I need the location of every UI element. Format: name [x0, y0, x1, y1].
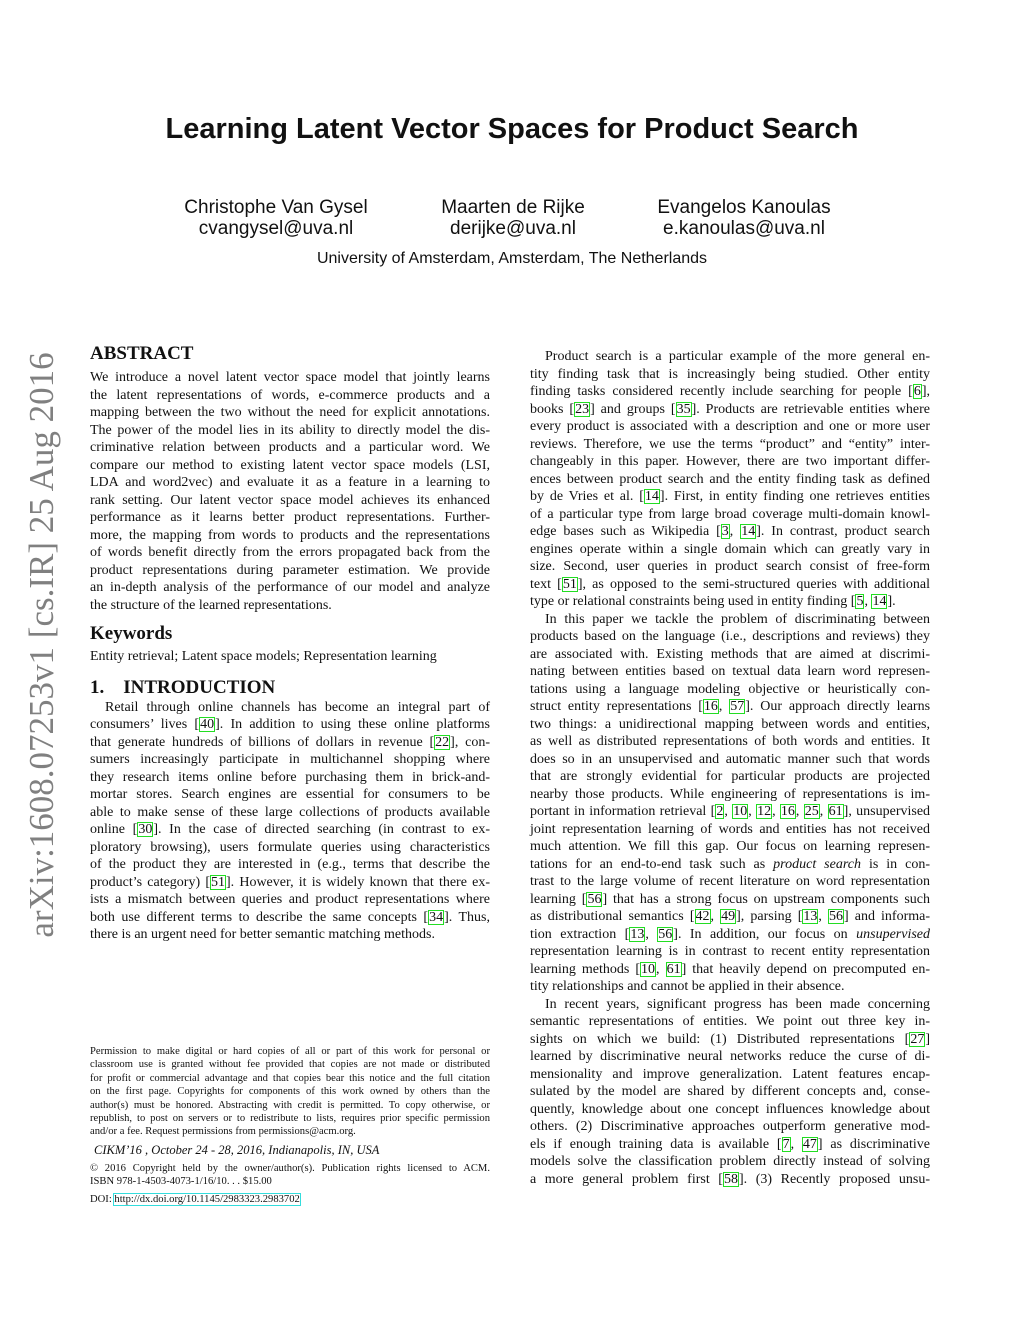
text-line: that generate hundreds of billions of dollars in revenue [22], con-	[90, 734, 490, 750]
citation-link[interactable]: 35	[676, 401, 691, 417]
citation-link[interactable]: 57	[730, 699, 745, 714]
text-line: In recent years, significant progress has been made concerning	[545, 996, 930, 1012]
citation-link[interactable]: 51	[562, 576, 577, 592]
text-line: changeably in this paper. However, there are two important differ-	[530, 454, 930, 469]
permission-notice	[90, 1045, 490, 1139]
citation-link[interactable]: 25	[804, 804, 819, 819]
abstract-body	[90, 369, 490, 614]
author-email: e.kanoulas@uva.nl	[663, 218, 825, 239]
text-line: finding tasks considered recently include searching for people [6],	[530, 384, 930, 399]
text-line: online [30]. In the case of directed searching (in contrast to ex-	[90, 822, 490, 837]
text-line: We introduce a novel latent vector space model that jointly learns	[90, 370, 490, 385]
text-line: product’s category) [51]. However, it is widely known that there ex-	[90, 874, 490, 890]
text-line: tion extraction [13, 56]. In addition, our focus on unsupervised	[530, 926, 931, 942]
text-line: size. Second, user queries in product search consist of free-form	[530, 559, 930, 574]
citation-link[interactable]: 61	[828, 804, 843, 819]
text-line: both use different terms to describe the same concepts [34]. Thus,	[90, 909, 490, 925]
citation-link[interactable]: 30	[138, 822, 153, 837]
text-line: learning [56] that has a strong focus on upstream components such	[530, 891, 930, 907]
emphasis: product search	[773, 856, 861, 872]
citation-link[interactable]: 6	[913, 384, 921, 399]
author-name: Maarten de Rijke	[441, 197, 585, 218]
text-line: by de Vries et al. [14]. First, in entity finding one retrieves entities	[530, 489, 931, 504]
text-line: every product is associated with a description and one or more user	[530, 419, 930, 434]
text-line: mapping between the two without the need for explicit annotations.	[90, 405, 490, 420]
text-line: joint representation learning of words and entities has not received	[530, 821, 930, 837]
citation-link[interactable]: 22	[435, 734, 450, 750]
text-line: products based on the language (i.e., descriptions and reviews) they	[530, 629, 930, 644]
affiliation: University of Amsterdam, Amsterdam, The Netherlands	[316, 250, 708, 267]
footnote	[90, 1045, 490, 1206]
text-line: able to make sense of these large collections of products available	[90, 804, 490, 820]
text-line: sumers increasingly participate in multichannel shopping where	[90, 752, 490, 767]
text-line: consumers’ lives [40]. In addition to using these online platforms	[90, 717, 490, 732]
introduction-heading: 1. INTRODUCTION	[90, 676, 276, 698]
citation-link[interactable]: 10	[733, 804, 748, 819]
citation-link[interactable]: 58	[723, 1171, 738, 1187]
text-line: ISBN 978-1-4503-4073-1/16/10. . . $15.00	[90, 1176, 272, 1188]
text-line: they research items online before purchasing them in brick-and-	[90, 769, 490, 785]
right-column	[530, 348, 930, 1188]
text-line: criminative relation between products and a particular word. We	[90, 440, 490, 455]
text-line: ploratory browsing), users formulate queries using characteristics	[90, 839, 490, 855]
citation-link[interactable]: 2	[716, 804, 724, 819]
text-line: mortar stores. Search engines are essential for consumers to be	[90, 787, 490, 802]
citation-link[interactable]: 42	[695, 909, 710, 924]
text-line: Permission to make digital or hard copies of all or part of this work for personal or	[90, 1046, 490, 1057]
text-line: does so in an unsupervised and automatic manner such that words	[530, 751, 930, 767]
text-line: a more general problem first [58]. (3) Recently proposed unsu-	[530, 1171, 930, 1187]
text-line: nating between entities based on textual data learn word represen-	[530, 664, 930, 679]
author-1	[176, 197, 376, 239]
citation-link[interactable]: 47	[802, 1136, 817, 1152]
citation-link[interactable]: 51	[210, 874, 225, 890]
text-line: others. (2) Discriminative approaches outperform generative mod-	[530, 1119, 930, 1134]
citation-link[interactable]: 7	[782, 1136, 790, 1152]
text-line: are associated with. Existing methods that are aimed at discrimi-	[530, 646, 930, 662]
text-line: there is an urgent need for better semantic matching methods.	[90, 927, 435, 942]
citation-link[interactable]: 14	[644, 489, 659, 504]
text-line: classroom use is granted without fee provided that copies are not made or distributed	[90, 1059, 490, 1071]
text-line: learning methods [10, 61] that heavily depend on precomputed en-	[530, 961, 931, 977]
abstract-heading: ABSTRACT	[90, 343, 194, 364]
text-line: ists a mismatch between queries and product representations where	[90, 892, 490, 907]
text-line: rank setting. Our latent vector space model achieves its enhanced	[90, 492, 490, 508]
citation-link[interactable]: 14	[741, 524, 756, 539]
text-line: republish, to post on servers or to redistribute to lists, requires prior specific permission	[90, 1112, 490, 1124]
citation-link[interactable]: 3	[721, 524, 729, 539]
text-line: of a particular type from large broad coverage multi-domain knowl-	[530, 506, 930, 522]
text-line: author(s) must be honored. Abstracting with credit is permitted. To copy otherwise, or	[90, 1099, 490, 1111]
text-line: edge bases such as Wikipedia [3, 14]. In contrast, product search	[530, 524, 931, 539]
citation-link[interactable]: 16	[780, 804, 795, 819]
text-line: LDA and word2vec) and evaluate it as a feature in a learning to	[90, 475, 490, 490]
citation-link[interactable]: 56	[658, 926, 673, 942]
keywords-text: Entity retrieval; Latent space models; Representation learning	[90, 649, 437, 664]
author-2	[413, 197, 613, 239]
text-line: mensionality and improve generalization. Latent features encap-	[530, 1066, 930, 1082]
citation-link[interactable]: 40	[200, 717, 215, 732]
doi-label: DOI:	[90, 1193, 115, 1205]
text-line: nearby those products. While engineering of representations is im-	[530, 786, 930, 802]
citation-link[interactable]: 14	[872, 594, 887, 609]
text-line: tations for an end-to-end task such as product search is in con-	[530, 856, 930, 872]
text-line: reviews. Therefore, we use the terms “product” and “entity” inter-	[530, 436, 930, 452]
text-line: trast to the large volume of recent literature on word representation	[530, 874, 930, 889]
arxiv-stamp: arXiv:1608.07253v1 [cs.IR] 25 Aug 2016	[22, 352, 61, 938]
text-line: an in-depth analysis of the performance of our model and analyze	[90, 580, 490, 595]
text-line: performance as it learns better product representations. Further-	[90, 510, 490, 525]
citation-link[interactable]: 23	[575, 401, 590, 417]
text-line: Retail through online channels has become an integral part of	[105, 699, 490, 715]
text-line: text [51], as opposed to the semi-structured queries with additional	[530, 576, 930, 592]
text-line: type or relational constraints being used in entity finding [5, 14].	[530, 594, 896, 609]
author-email: derijke@uva.nl	[450, 218, 576, 239]
left-column	[90, 343, 490, 944]
text-line: sulated by the model are shared by different concepts and, conse-	[530, 1084, 930, 1099]
text-line: on the first page. Copyrights for components of this work owned by others than the	[90, 1086, 490, 1098]
text-line: els if enough training data is available [7, 47] as discriminative	[530, 1136, 930, 1152]
text-line: compare our method to existing latent vector space models (LSI,	[90, 457, 490, 473]
emphasis: unsupervised	[856, 926, 931, 942]
text-line: books [23] and groups [35]. Products are retrievable entities where	[530, 401, 931, 417]
text-line: the latent representations of words, e-commerce products and a	[90, 387, 490, 403]
text-line: In this paper we tackle the problem of discriminating between	[545, 611, 930, 627]
text-line: The power of the model lies in its ability to directly model the dis-	[90, 422, 490, 438]
text-line: models solve the classification problem directly instead of solving	[530, 1154, 930, 1169]
text-line: engines operate within a single domain which can greatly vary in	[530, 541, 930, 557]
text-line: ences between product search and the entity finding task as defined	[530, 471, 930, 487]
text-line: struct entity representations [16, 57]. Our approach directly learns	[530, 699, 931, 714]
citation-link[interactable]: 34	[429, 909, 444, 925]
text-line: semantic representations of entities. We point out three key in-	[530, 1014, 930, 1029]
citation-link[interactable]: 10	[641, 961, 656, 977]
text-line: product representations during parameter estimation. We provide	[90, 562, 490, 578]
citation-link[interactable]: 56	[828, 909, 843, 924]
keywords-heading: Keywords	[90, 623, 173, 644]
text-line: as distributional semantics [42, 49], parsing [13, 56] and informa-	[530, 909, 931, 924]
text-line: that are strongly evidential for particular products are projected	[530, 769, 930, 784]
doi-link[interactable]: http://dx.doi.org/10.1145/2983323.2983702	[114, 1193, 300, 1205]
author-name: Evangelos Kanoulas	[657, 197, 831, 218]
text-line: and/or a fee. Request permissions from permissions@acm.org.	[90, 1126, 356, 1138]
text-line: more, the mapping from words to products and the representations	[90, 527, 490, 543]
text-line: quently, knowledge about one concept influences knowledge about	[530, 1101, 930, 1117]
citation-link[interactable]: 16	[703, 699, 718, 714]
citation-link[interactable]: 5	[856, 594, 864, 609]
citation-link[interactable]: 61	[666, 961, 681, 977]
author-3	[634, 197, 854, 239]
text-line: much attention. We fill this gap. Our focus on learning represen-	[530, 839, 930, 854]
text-line: Product search is a particular example of the more general en-	[545, 349, 930, 364]
text-line: portant in information retrieval [2, 10, 12, 16, 25, 61], unsupervised	[530, 804, 931, 819]
citation-link[interactable]: 13	[803, 909, 818, 924]
doi-line	[90, 1193, 490, 1206]
text-line: representation learning is in contrast to recent entity representation	[530, 944, 930, 959]
citation-link[interactable]: 27	[910, 1031, 925, 1047]
citation-link[interactable]: 49	[721, 909, 736, 924]
text-line: learned by discriminative neural networks reduce the curse of di-	[530, 1049, 930, 1064]
citation-link[interactable]: 56	[587, 891, 602, 907]
text-line: tations using a language modeling objective or heuristically con-	[530, 681, 930, 697]
conference-venue: CIKM’16 , October 24 - 28, 2016, Indianapolis, IN, USA	[94, 1142, 380, 1157]
text-line: for profit or commercial advantage and that copies bear this notice and the full citation	[90, 1072, 490, 1084]
citation-link[interactable]: 12	[757, 804, 772, 819]
right-column-body	[530, 348, 930, 1188]
text-line: of the product they are interested in (e.g., terms that describe the	[90, 857, 490, 872]
copyright-notice	[90, 1162, 490, 1189]
introduction-body	[90, 699, 490, 944]
author-email: cvangysel@uva.nl	[198, 218, 354, 239]
text-line: two things: a unidirectional mapping between words and entities,	[530, 716, 930, 732]
text-line: the structure of the learned representations.	[90, 597, 332, 613]
paper-title: Learning Latent Vector Spaces for Product Search	[165, 113, 859, 145]
text-line: © 2016 Copyright held by the owner/author(s). Publication rights licensed to ACM.	[90, 1162, 490, 1174]
text-line: tity finding task that is increasingly being studied. Other entity	[530, 366, 930, 382]
text-line: as well as distributed representations of both words and entities. It	[530, 734, 930, 749]
text-line: sights on which we build: (1) Distributed representations [27]	[530, 1031, 930, 1047]
text-line: tity relationships and cannot be applied in their absence.	[530, 979, 845, 994]
citation-link[interactable]: 13	[630, 926, 645, 942]
author-name: Christophe Van Gysel	[184, 197, 368, 218]
text-line: of words benefit directly from the errors propagated back from the	[90, 545, 490, 560]
